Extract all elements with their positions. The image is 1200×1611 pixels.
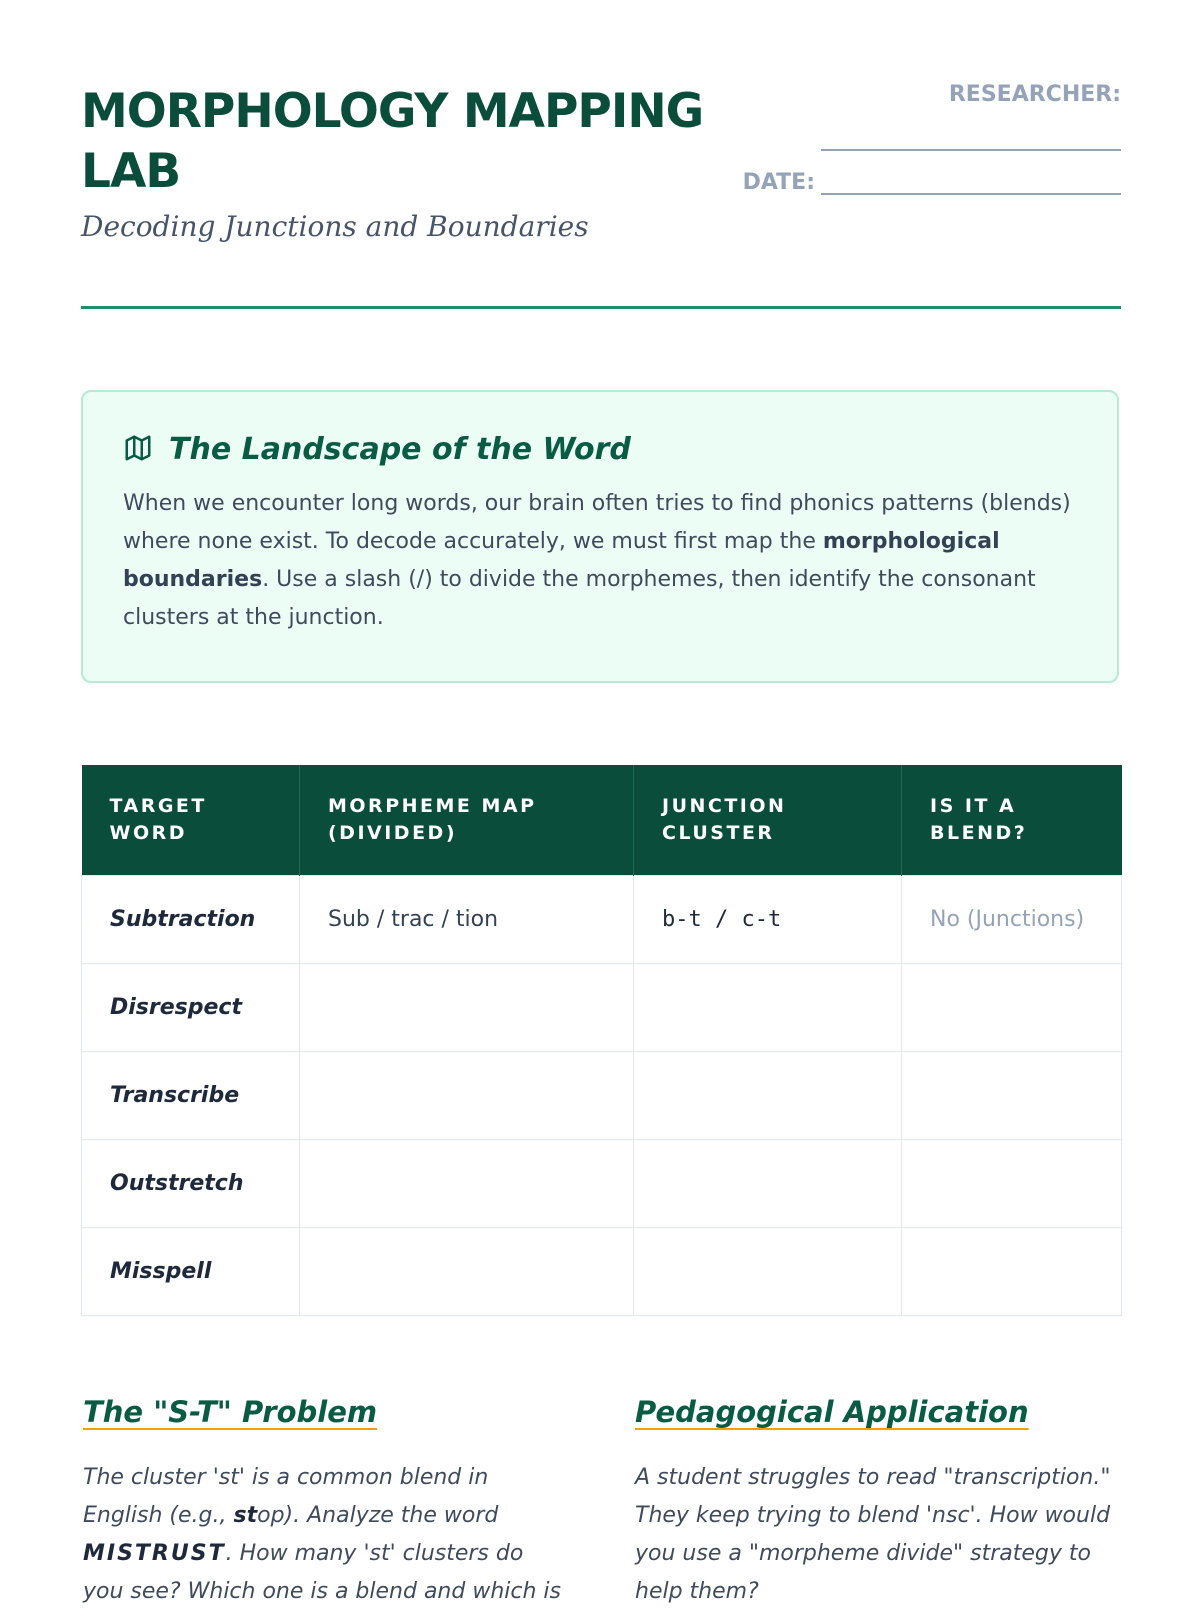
intro-bold-term: morphological boundaries: [123, 529, 1000, 592]
date-label: DATE:: [742, 170, 815, 195]
junction-cluster-cell[interactable]: [634, 963, 902, 1051]
intro-title: The Landscape of the Word: [169, 432, 631, 467]
date-blank-line[interactable]: [821, 167, 1121, 195]
column-header-is-blend: IS IT A BLEND?: [902, 765, 1122, 875]
target-word-cell: Misspell: [82, 1227, 300, 1315]
table-row: [82, 1139, 1122, 1227]
column-header-junction-cluster: JUNCTION CLUSTER: [634, 765, 902, 875]
table-row: [82, 1051, 1122, 1139]
table-header-row: [82, 765, 1122, 875]
st-problem-section: [83, 1395, 563, 1611]
pedagogical-title: Pedagogical Application: [635, 1395, 1029, 1429]
morpheme-map-cell[interactable]: [300, 1227, 634, 1315]
target-word-cell: Subtraction: [82, 875, 300, 963]
table-row: [82, 875, 1122, 963]
junction-cluster-cell[interactable]: [634, 1227, 902, 1315]
morpheme-map-cell[interactable]: Sub / trac / tion: [300, 875, 634, 963]
column-header-morpheme-map: MORPHEME MAP (DIVIDED): [300, 765, 634, 875]
morpheme-map-cell[interactable]: [300, 1139, 634, 1227]
morpheme-map-cell[interactable]: [300, 963, 634, 1051]
researcher-blank-line[interactable]: [821, 123, 1121, 151]
page-title: MORPHOLOGY MAPPING LAB: [81, 84, 704, 199]
is-blend-cell[interactable]: [902, 1227, 1122, 1315]
mistrust-word: MISTRUST: [83, 1541, 226, 1566]
pedagogical-text: A student struggles to read "transcription." They keep trying to blend 'nsc'. How would you use a "morpheme divide" strategy to help them?: [635, 1465, 1111, 1604]
page-subtitle: Decoding Junctions and Boundaries: [81, 210, 589, 243]
st-emphasis: st: [233, 1503, 258, 1528]
column-header-target-word: TARGET WORD: [82, 765, 300, 875]
header-divider: [81, 306, 1121, 309]
target-word-cell: Outstretch: [82, 1139, 300, 1227]
is-blend-cell[interactable]: [902, 1139, 1122, 1227]
researcher-label: RESEARCHER:: [948, 82, 1121, 107]
intro-callout: [81, 390, 1119, 683]
is-blend-cell[interactable]: [902, 963, 1122, 1051]
intro-text: When we encounter long words, our brain often tries to find phonics patterns (blends) where none exist. To decode accurately, we must first map the morphological boundaries. Use a slash (/) to divide the morphemes, then identify the consonant clusters at the junction.: [123, 491, 1071, 630]
worksheet-header: [81, 0, 1121, 310]
pedagogical-section: [635, 1395, 1115, 1611]
date-field[interactable]: [741, 167, 1121, 195]
target-word-cell: Transcribe: [82, 1051, 300, 1139]
table-row: [82, 963, 1122, 1051]
junction-cluster-cell[interactable]: b-t / c-t: [634, 875, 902, 963]
junction-cluster-cell[interactable]: [634, 1139, 902, 1227]
table-row: [82, 1227, 1122, 1315]
map-icon: [123, 433, 153, 467]
morpheme-map-cell[interactable]: [300, 1051, 634, 1139]
is-blend-cell[interactable]: [902, 1051, 1122, 1139]
researcher-field[interactable]: [741, 82, 1121, 151]
meta-fields: [741, 82, 1121, 195]
st-problem-title: The "S-T" Problem: [83, 1395, 378, 1429]
morpheme-table: [81, 765, 1122, 1316]
junction-cluster-cell[interactable]: [634, 1051, 902, 1139]
st-problem-text: The cluster 'st' is a common blend in English (e.g., stop). Analyze the word MISTRUST. How many 'st' clusters do you see? Which one is a blend and which is: [83, 1465, 561, 1604]
target-word-cell: Disrespect: [82, 963, 300, 1051]
is-blend-cell[interactable]: No (Junctions): [902, 875, 1122, 963]
